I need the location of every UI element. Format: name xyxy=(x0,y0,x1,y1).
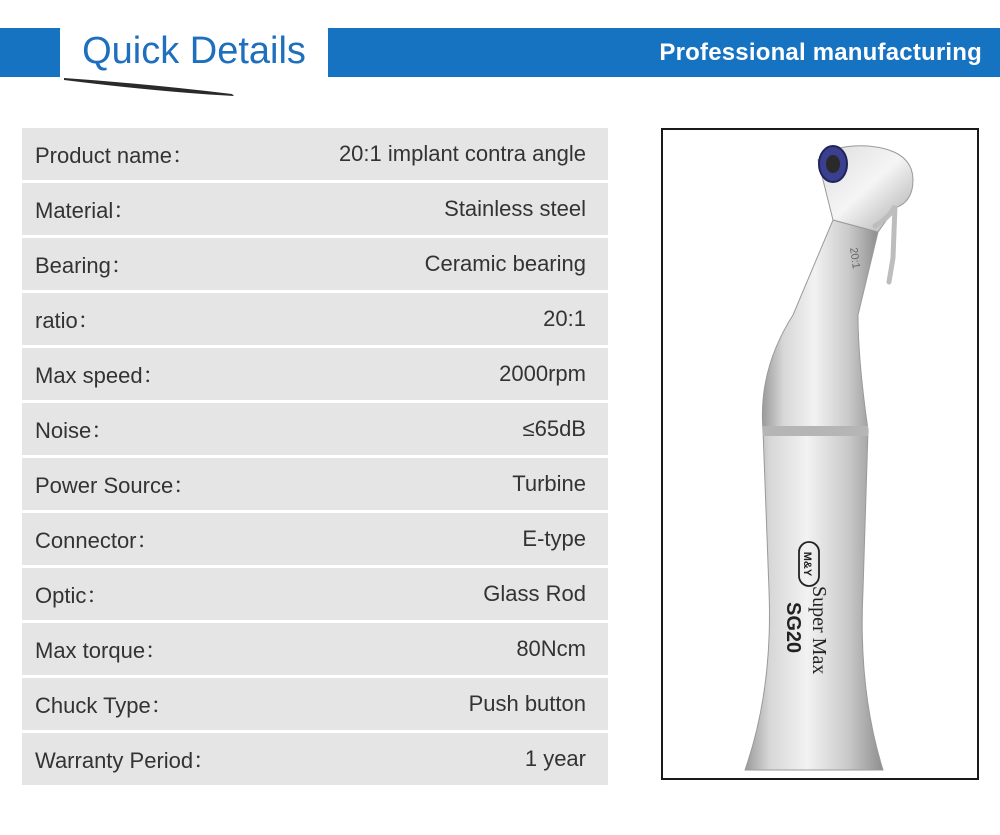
model-code-text: SG20 xyxy=(782,602,804,654)
spec-row-ratio xyxy=(22,293,608,345)
spec-row-warranty-period xyxy=(22,733,608,785)
spec-row-connector xyxy=(22,513,608,565)
handpiece-illustration xyxy=(663,130,977,778)
spec-label: Chuck Type： xyxy=(35,692,173,718)
spec-value: 1 year xyxy=(524,746,586,771)
spec-value: 20:1 implant contra angle xyxy=(338,141,586,166)
spec-value: Push button xyxy=(468,691,586,716)
spec-value: E-type xyxy=(522,526,586,551)
spec-label: Warranty Period： xyxy=(35,747,216,773)
spec-row-noise xyxy=(22,403,608,455)
header-tagline: Professional manufacturing xyxy=(659,39,982,66)
spec-row-product-name xyxy=(22,128,608,180)
spec-label: Noise： xyxy=(35,417,114,443)
spec-table xyxy=(22,128,608,788)
spec-row-max-torque xyxy=(22,623,608,675)
handpiece-neck xyxy=(762,220,878,430)
product-photo xyxy=(661,128,979,780)
spec-value: Ceramic bearing xyxy=(424,251,586,276)
spec-value: ≤65dB xyxy=(522,416,586,441)
model-line-text: Super Max xyxy=(808,586,830,675)
head-marking: 20:1 xyxy=(847,246,862,270)
spec-label: ratio： xyxy=(35,307,100,333)
svg-text:M&Y: M&Y xyxy=(801,551,813,577)
spec-label: Bearing： xyxy=(35,252,133,278)
spec-row-bearing xyxy=(22,238,608,290)
title-underline-decoration xyxy=(60,76,320,100)
spec-value: Stainless steel xyxy=(444,196,586,221)
spec-label: Product name： xyxy=(35,142,194,168)
spec-value: 20:1 xyxy=(543,306,586,331)
spec-label: Max torque： xyxy=(35,637,168,663)
spec-label: Optic： xyxy=(35,582,109,608)
spec-row-power-source xyxy=(22,458,608,510)
header-title-tab xyxy=(60,20,328,82)
spec-label: Material： xyxy=(35,197,136,223)
spec-value: 80Ncm xyxy=(516,636,586,661)
spec-value: Turbine xyxy=(512,471,586,496)
spec-label: Max speed： xyxy=(35,362,165,388)
spec-row-chuck-type xyxy=(22,678,608,730)
spec-value: 2000rpm xyxy=(499,361,586,386)
spec-label: Power Source： xyxy=(35,472,196,498)
spec-label: Connector： xyxy=(35,527,159,553)
spec-row-material xyxy=(22,183,608,235)
spec-row-optic xyxy=(22,568,608,620)
page-title: Quick Details xyxy=(82,30,306,72)
spec-value: Glass Rod xyxy=(483,581,586,606)
spec-row-max-speed xyxy=(22,348,608,400)
